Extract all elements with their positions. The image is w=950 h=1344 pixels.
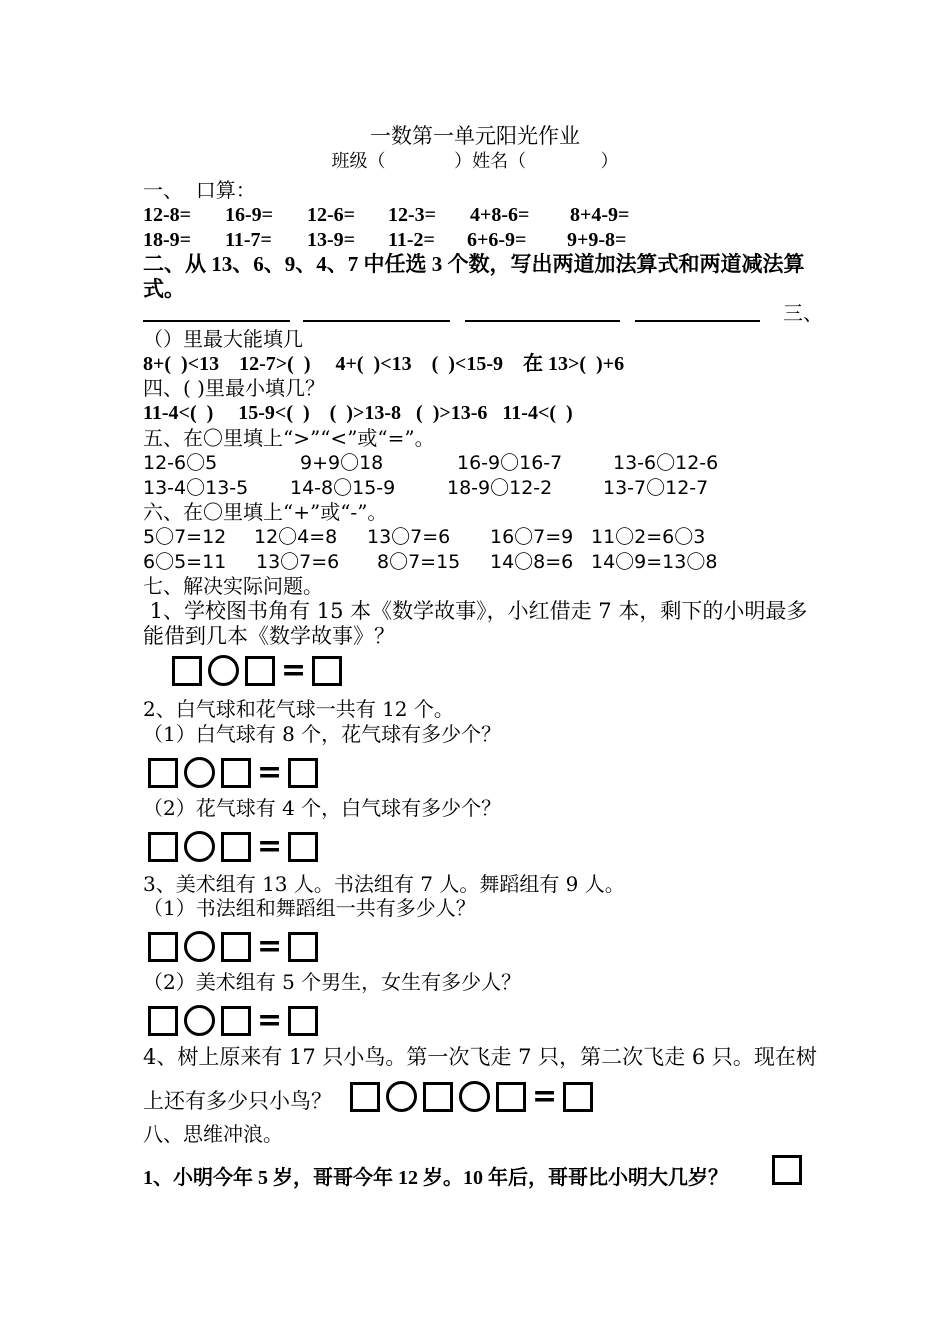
mental-math-item: 16-9= xyxy=(225,204,274,226)
answer-box[interactable] xyxy=(288,1006,318,1036)
answer-formula xyxy=(148,828,318,864)
compare-item: 13-6〇12-6 xyxy=(613,452,719,474)
page-title: 一数第一单元阳光作业 xyxy=(370,124,580,148)
section5-heading: 五、在〇里填上“>”“<”或“=”。 xyxy=(143,426,435,450)
operator-item: 14〇9=13〇8 xyxy=(591,551,718,573)
q2-sub1: （1）白气球有 8 个，花气球有多少个？ xyxy=(143,722,502,746)
answer-formula xyxy=(148,754,318,790)
q3-sub2: （2）美术组有 5 个男生，女生有多少人？ xyxy=(143,970,522,994)
mental-math-item: 13-9= xyxy=(307,229,356,251)
answer-formula xyxy=(172,652,342,688)
answer-box[interactable] xyxy=(221,932,251,962)
answer-box[interactable] xyxy=(221,758,251,788)
answer-box[interactable] xyxy=(312,656,342,686)
equals-sign: = xyxy=(257,754,283,790)
answer-box[interactable] xyxy=(496,1082,526,1112)
operator-item: 8〇7=15 xyxy=(377,551,461,573)
q4-line2: 上还有多少只小鸟？ xyxy=(143,1089,332,1113)
mental-math-item: 8+4-9= xyxy=(570,204,630,226)
operator-item: 5〇7=12 xyxy=(143,526,227,548)
mental-math-item: 12-3= xyxy=(388,204,437,226)
section3-items: 8+( )<13 12-7>( ) 4+( )<13 ( )<15-9 在 13>( )+6 xyxy=(143,353,625,375)
answer-blank[interactable] xyxy=(635,320,760,322)
mental-math-item: 4+8-6= xyxy=(470,204,530,226)
section6-heading: 六、在〇里填上“+”或“-”。 xyxy=(143,500,388,524)
compare-item: 13-7〇12-7 xyxy=(603,477,709,499)
answer-box[interactable] xyxy=(350,1082,380,1112)
answer-box[interactable] xyxy=(148,932,178,962)
equals-sign: = xyxy=(257,1002,283,1038)
answer-box[interactable] xyxy=(148,758,178,788)
compare-item: 9+9〇18 xyxy=(300,452,384,474)
operator-circle[interactable] xyxy=(208,655,239,686)
compare-item: 12-6〇5 xyxy=(143,452,218,474)
operator-circle[interactable] xyxy=(459,1081,490,1112)
operator-item: 13〇7=6 xyxy=(256,551,340,573)
q3-sub1: （1）书法组和舞蹈组一共有多少人？ xyxy=(143,896,476,920)
answer-formula xyxy=(148,1002,318,1038)
q1-line1: 1、学校图书角有 15 本《数学故事》，小红借走 7 本，剩下的小明最多 xyxy=(143,599,808,623)
operator-item: 14〇8=6 xyxy=(490,551,574,573)
operator-item: 11〇2=6〇3 xyxy=(591,526,706,548)
answer-blank[interactable] xyxy=(143,320,290,322)
section4-heading: 四、( )里最小填几？ xyxy=(143,376,325,400)
section3-number: 三、 xyxy=(783,301,823,325)
mental-math-item: 9+9-8= xyxy=(567,229,627,251)
answer-box[interactable] xyxy=(563,1082,593,1112)
compare-item: 13-4〇13-5 xyxy=(143,477,249,499)
mental-math-item: 12-8= xyxy=(143,204,192,226)
equals-sign: = xyxy=(257,928,283,964)
mental-math-item: 18-9= xyxy=(143,229,192,251)
section2-line1: 二、从 13、6、9、4、7 中任选 3 个数，写出两道加法算式和两道减法算 xyxy=(143,252,805,276)
answer-formula xyxy=(148,928,318,964)
answer-blank[interactable] xyxy=(303,320,450,322)
q3-text: 3、美术组有 13 人。书法组有 7 人。舞蹈组有 9 人。 xyxy=(143,872,625,896)
equals-sign: = xyxy=(257,828,283,864)
operator-item: 13〇7=6 xyxy=(367,526,451,548)
operator-circle[interactable] xyxy=(184,757,215,788)
s8-q1: 1、小明今年 5 岁，哥哥今年 12 岁。10 年后，哥哥比小明大几岁？ xyxy=(143,1167,728,1189)
answer-box[interactable] xyxy=(288,832,318,862)
q2-sub2: （2）花气球有 4 个，白气球有多少个？ xyxy=(143,796,502,820)
operator-circle[interactable] xyxy=(184,931,215,962)
answer-blank[interactable] xyxy=(465,320,620,322)
section1-heading: 一、 口算： xyxy=(143,178,256,202)
equals-sign: = xyxy=(532,1078,558,1114)
operator-circle[interactable] xyxy=(184,831,215,862)
answer-box[interactable] xyxy=(288,932,318,962)
mental-math-item: 12-6= xyxy=(307,204,356,226)
answer-formula xyxy=(350,1078,593,1114)
mental-math-item: 6+6-9= xyxy=(467,229,527,251)
operator-item: 12〇4=8 xyxy=(254,526,338,548)
operator-item: 6〇5=11 xyxy=(143,551,227,573)
operator-circle[interactable] xyxy=(184,1005,215,1036)
answer-box[interactable] xyxy=(288,758,318,788)
answer-box[interactable] xyxy=(172,656,202,686)
compare-item: 14-8〇15-9 xyxy=(290,477,396,499)
answer-box[interactable] xyxy=(221,1006,251,1036)
answer-box[interactable] xyxy=(245,656,275,686)
class-name-line: 班级（ ）姓名（ ） xyxy=(331,151,619,172)
section8-heading: 八、思维冲浪。 xyxy=(143,1122,283,1146)
operator-circle[interactable] xyxy=(386,1081,417,1112)
q4-line1: 4、树上原来有 17 只小鸟。第一次飞走 7 只，第二次飞走 6 只。现在树 xyxy=(143,1045,817,1069)
operator-item: 16〇7=9 xyxy=(490,526,574,548)
q1-line2: 能借到几本《数学故事》？ xyxy=(143,624,395,648)
answer-box[interactable] xyxy=(221,832,251,862)
equals-sign: = xyxy=(281,652,307,688)
answer-box[interactable] xyxy=(148,832,178,862)
answer-box[interactable] xyxy=(423,1082,453,1112)
compare-item: 16-9〇16-7 xyxy=(457,452,563,474)
mental-math-item: 11-2= xyxy=(388,229,435,251)
mental-math-item: 11-7= xyxy=(225,229,272,251)
answer-box[interactable] xyxy=(772,1155,802,1185)
section2-line2: 式。 xyxy=(143,277,185,301)
section4-items: 11-4<( ) 15-9<( ) ( )>13-8 ( )>13-6 11-4<( ) xyxy=(143,402,573,424)
q2-text: 2、白气球和花气球一共有 12 个。 xyxy=(143,697,454,721)
section7-heading: 七、解决实际问题。 xyxy=(143,574,323,598)
compare-item: 18-9〇12-2 xyxy=(447,477,553,499)
section3-heading: （）里最大能填几 xyxy=(143,327,303,351)
answer-box[interactable] xyxy=(148,1006,178,1036)
